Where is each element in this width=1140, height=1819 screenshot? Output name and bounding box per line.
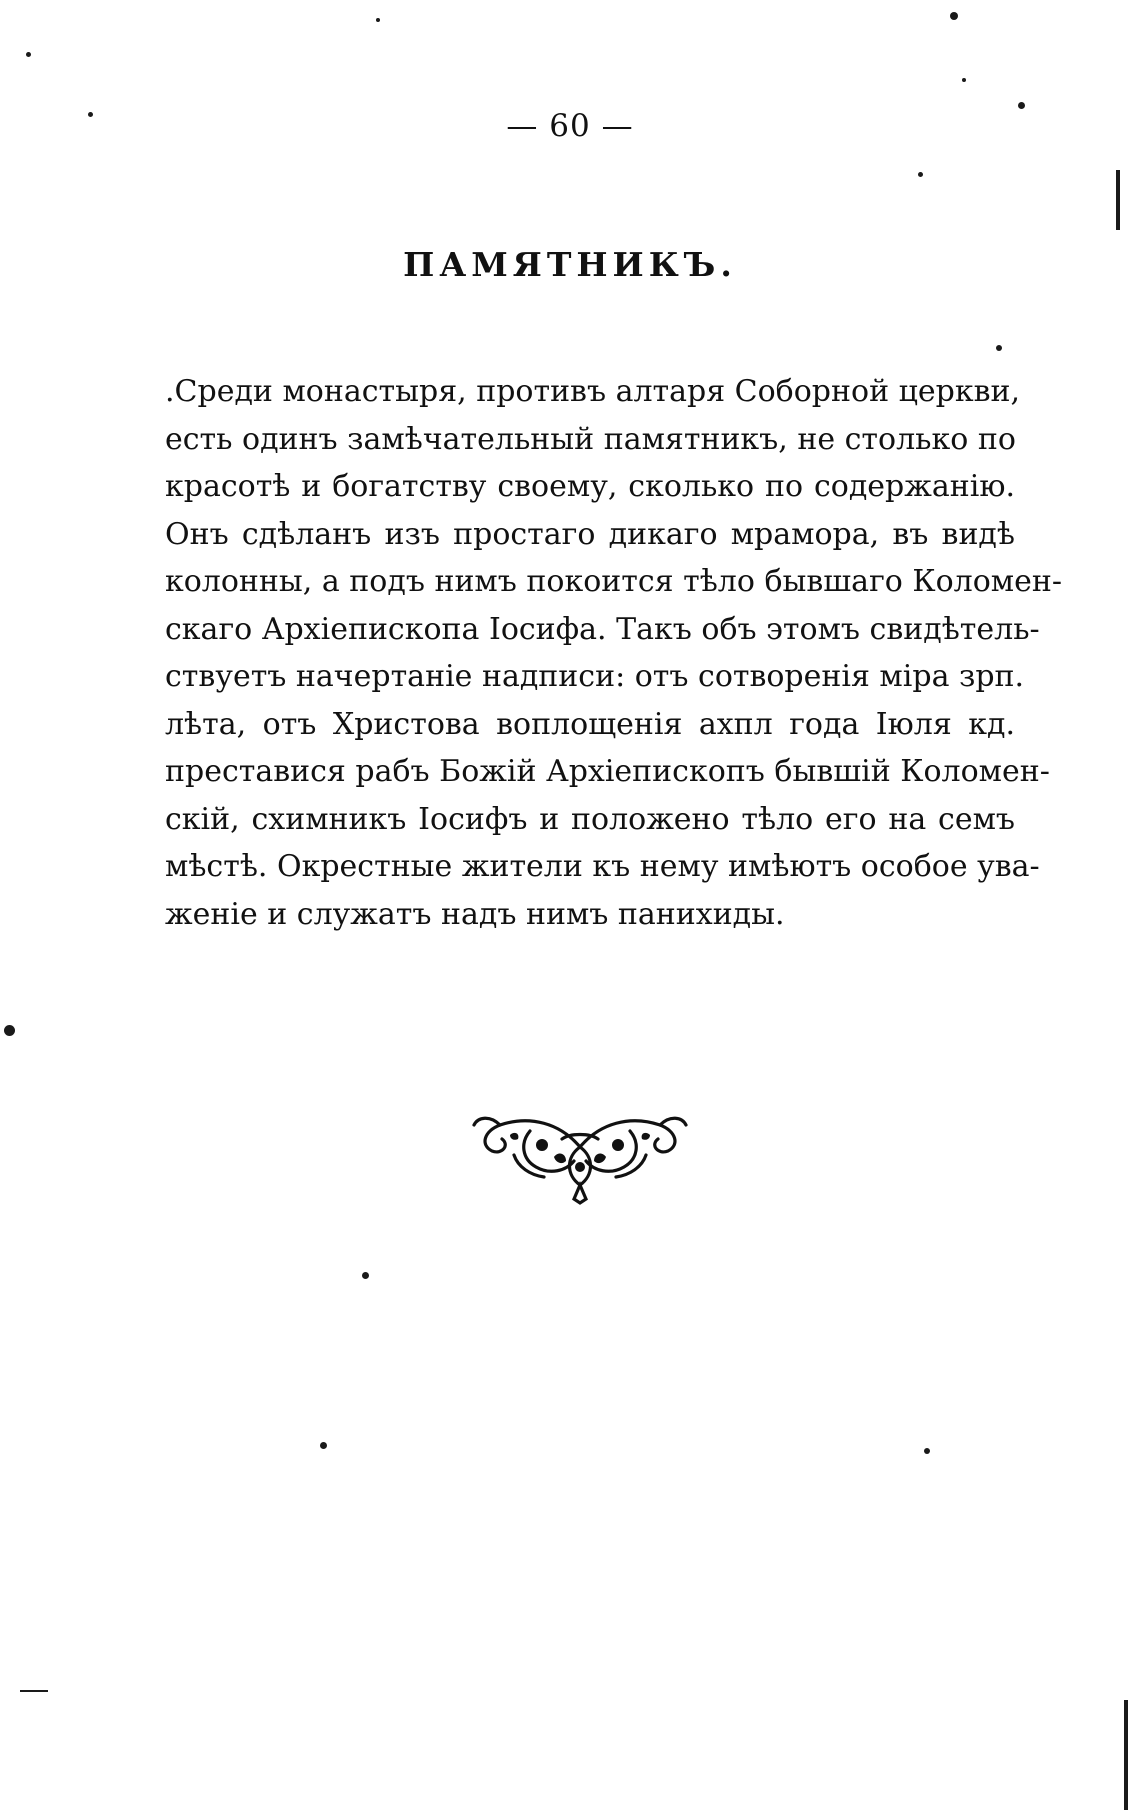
paragraph-line: ствуетъ начертаніе надписи: отъ сотворенія міра зрп. [165,659,1025,694]
scan-speck [950,12,958,20]
scan-speck [1018,102,1025,109]
scan-speck [996,345,1002,351]
paragraph-line: колонны, а подъ нимъ покоится тѣло бывшаго Коломен- [165,564,1062,599]
scan-speck [376,18,380,22]
scan-speck [362,1272,369,1279]
page-edge-mark [20,1690,48,1692]
scan-speck [26,52,31,57]
page-heading: ПАМЯТНИКЪ. [403,245,737,284]
paragraph-line: .Среди монастыря, противъ алтаря Соборной церкви, [165,374,1021,409]
scan-speck [924,1448,930,1454]
page-edge-mark [1116,170,1120,230]
scan-speck [962,78,966,82]
paragraph-line: женіе и служатъ надъ нимъ панихиды. [165,896,785,932]
paragraph-line: красотѣ и богатству своему, сколько по содержанію. [165,469,1015,504]
paragraph [165,368,1062,938]
paragraph-line: мѣстѣ. Окрестные жители къ нему имѣютъ особое ува- [165,849,1040,884]
paragraph-line: скій, схимникъ Іосифъ и положено тѣло его на семъ [165,801,1015,837]
page-number: — 60 — [506,108,634,144]
scan-speck [320,1442,327,1449]
scan-speck [4,1025,15,1036]
floral-tailpiece-icon [470,1095,690,1205]
page-edge-mark [1124,1700,1128,1810]
paragraph-line: лѣта, отъ Христова воплощенія ахпл года Іюля кд. [165,706,1015,742]
scan-speck [88,112,93,117]
paragraph-line: преставися рабъ Божій Архіепископъ бывшій Коломен- [165,754,1050,789]
paragraph-line: Онъ сдѣланъ изъ простаго дикаго мрамора, въ видѣ [165,516,1015,552]
paragraph-line: есть одинъ замѣчательный памятникъ, не столько по [165,421,1016,457]
paragraph-line: скаго Архіепископа Іосифа. Такъ объ этомъ свидѣтель- [165,611,1040,647]
scan-speck [918,172,923,177]
